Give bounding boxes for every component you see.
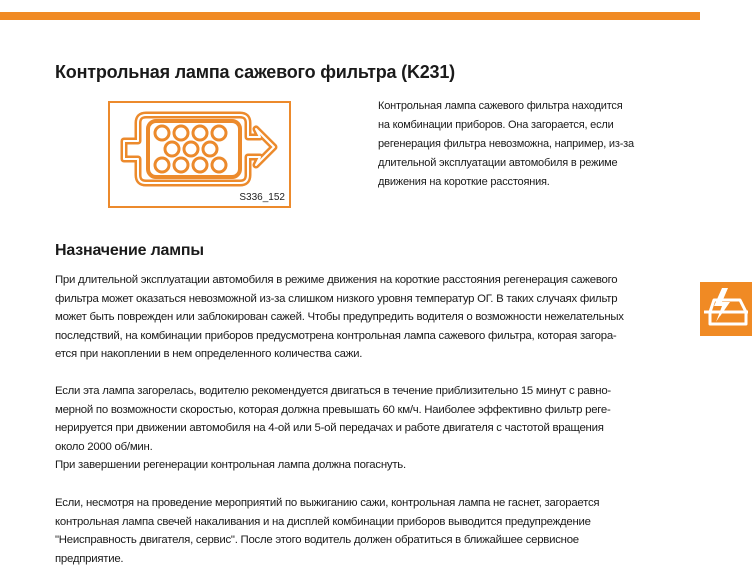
paragraph-1	[55, 271, 624, 364]
figure-box	[108, 101, 291, 208]
side-tab	[700, 282, 752, 336]
text-line: около 2000 об/мин.	[55, 440, 153, 453]
intro-line: Контрольная лампа сажевого фильтра находится	[378, 100, 623, 112]
text-line: фильтра может оказаться невозможной из-за слишком низкого уровня температур ОГ. В таких случаях фильтр	[55, 292, 618, 305]
text-line: ется при накоплении в нем определенного количества сажи.	[55, 348, 363, 360]
text-line: При завершении регенерации контрольная лампа должна погаснуть.	[55, 459, 406, 471]
text-line: Если, несмотря на проведение мероприятий по выжиганию сажи, контрольная лампа не гаснет, загорается	[55, 497, 600, 509]
text-line: может быть поврежден или заблокирован сажей. Чтобы предупредить водителя о возможности нежелательных	[55, 311, 624, 323]
intro-line: движения на короткие расстояния.	[378, 176, 550, 188]
text-line: контрольная лампа свечей накаливания и на дисплей комбинации приборов выводится предупреждение	[55, 515, 591, 528]
car-electrical-fault-icon	[700, 282, 752, 336]
intro-line: регенерация фильтра невозможна, например, из-за	[378, 138, 634, 150]
text-line: Если эта лампа загорелась, водителю рекомендуется двигаться в течение приблизительно 15 минут с равно-	[55, 385, 611, 397]
text-line: При длительной эксплуатации автомобиля в режиме движения на короткие расстояния регенерация сажевого	[55, 274, 618, 286]
header-accent-bar	[0, 12, 700, 20]
intro-line: на комбинации приборов. Она загорается, если	[378, 119, 614, 131]
figure-label: S336_152	[239, 192, 285, 203]
paragraph-3	[55, 494, 599, 568]
intro-line: длительной эксплуатации автомобиля в режиме	[378, 157, 618, 169]
text-line: "Неисправность двигателя, сервис". После этого водитель должен обратиться в ближайшее сервисное	[55, 534, 579, 546]
text-line: последствий, на комбинации приборов предусмотрена контрольная лампа сажевого фильтра, которая загора-	[55, 329, 617, 342]
text-line: нерируется при движении автомобиля на 4-ой или 5-ой передачах и работе двигателя с частотой вращения	[55, 422, 604, 434]
text-line: мерной по возможности скоростью, которая должна превышать 60 км/ч. Наиболее эффективно фильтр реге-	[55, 403, 611, 416]
text-line: предприятие.	[55, 552, 124, 565]
page-title: Контрольная лампа сажевого фильтра (K231)	[55, 62, 455, 82]
diesel-particulate-filter-icon	[110, 103, 289, 206]
section-heading: Назначение лампы	[55, 242, 204, 259]
intro-text	[378, 97, 634, 192]
paragraph-2	[55, 382, 611, 475]
